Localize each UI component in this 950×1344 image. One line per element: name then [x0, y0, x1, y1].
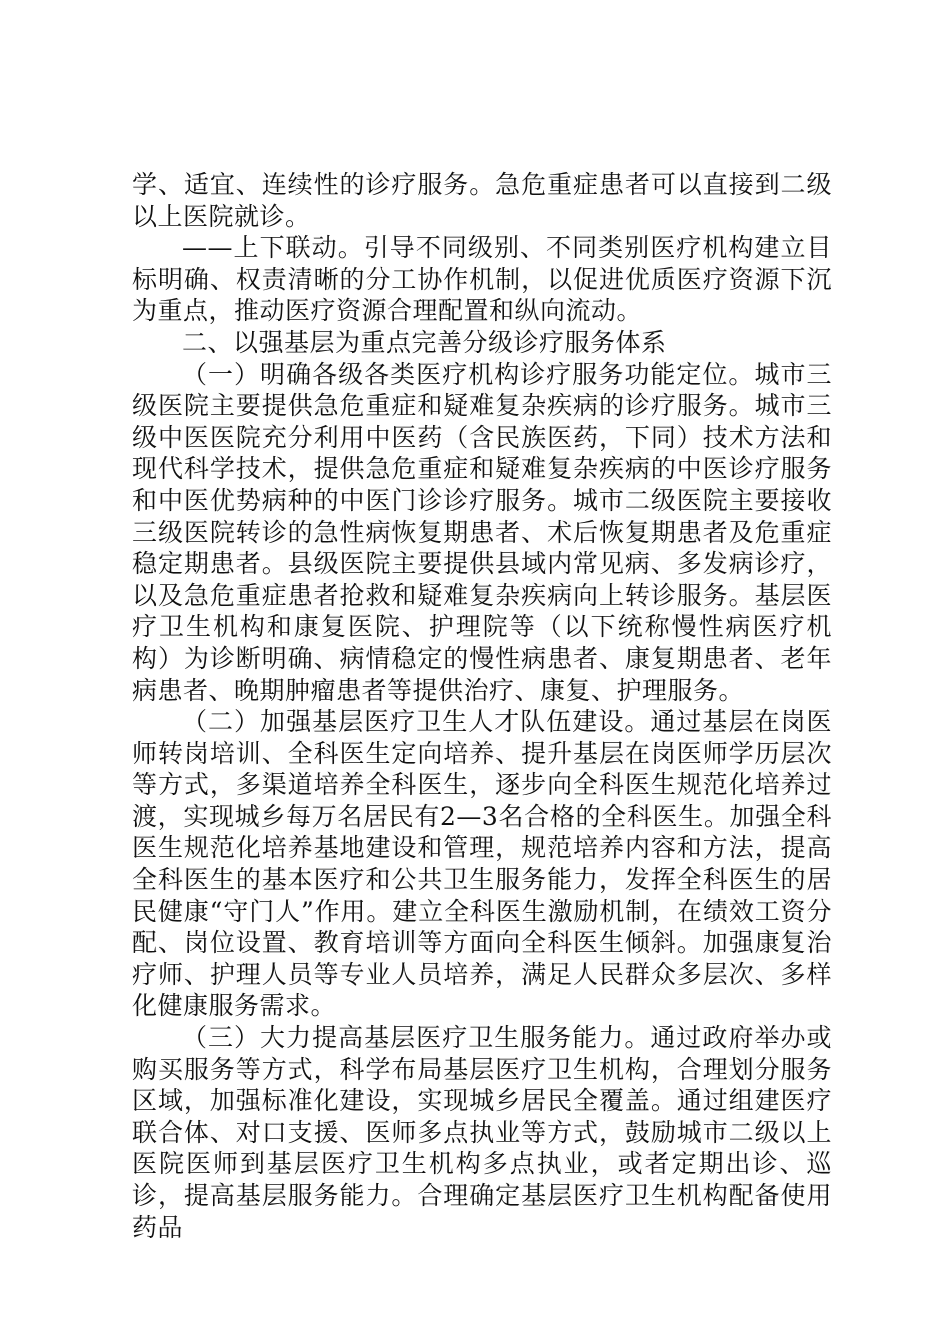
document-body: [132, 169, 832, 1243]
paragraph-principle-linkage: ——上下联动。引导不同级别、不同类别医疗机构建立目标明确、权责清晰的分工协作机制，以促进优质医疗资源下沉为重点，推动医疗资源合理配置和纵向流动。: [132, 233, 832, 326]
paragraph-item-1: （一）明确各级各类医疗机构诊疗服务功能定位。城市三级医院主要提供急危重症和疑难复杂疾病的诊疗服务。城市三级中医医院充分利用中医药（含民族医药，下同）技术方法和现代科学技术，提供急危重症和疑难复杂疾病的中医诊疗服务和中医优势病种的中医门诊诊疗服务。城市二级医院主要接收三级医院转诊的急性病恢复期患者、术后恢复期患者及危重症稳定期患者。县级医院主要提供县域内常见病、多发病诊疗，以及急危重症患者抢救和疑难复杂疾病向上转诊服务。基层医疗卫生机构和康复医院、护理院等（以下统称慢性病医疗机构）为诊断明确、病情稳定的慢性病患者、康复期患者、老年病患者、晚期肿瘤患者等提供治疗、康复、护理服务。: [132, 359, 832, 705]
section-heading-2: 二、以强基层为重点完善分级诊疗服务体系: [182, 327, 667, 357]
paragraph-item-3: （三）大力提高基层医疗卫生服务能力。通过政府举办或购买服务等方式，科学布局基层医疗卫生机构，合理划分服务区域，加强标准化建设，实现城乡居民全覆盖。通过组建医疗联合体、对口支援、医师多点执业等方式，鼓励城市二级以上医院医师到基层医疗卫生机构多点执业，或者定期出诊、巡诊，提高基层服务能力。合理确定基层医疗卫生机构配备使用药品: [132, 1023, 832, 1242]
paragraph-continuation: 学、适宜、连续性的诊疗服务。急危重症患者可以直接到二级以上医院就诊。: [132, 170, 832, 231]
paragraph-item-2: （二）加强基层医疗卫生人才队伍建设。通过基层在岗医师转岗培训、全科医生定向培养、提升基层在岗医师学历层次等方式，多渠道培养全科医生，逐步向全科医生规范化培养过渡，实现城乡每万名居民有2—3名合格的全科医生。加强全科医生规范化培养基地建设和管理，规范培养内容和方法，提高全科医生的基本医疗和公共卫生服务能力，发挥全科医生的居民健康“守门人”作用。建立全科医生激励机制，在绩效工资分配、岗位设置、教育培训等方面向全科医生倾斜。加强康复治疗师、护理人员等专业人员培养，满足人民群众多层次、多样化健康服务需求。: [132, 707, 832, 1021]
